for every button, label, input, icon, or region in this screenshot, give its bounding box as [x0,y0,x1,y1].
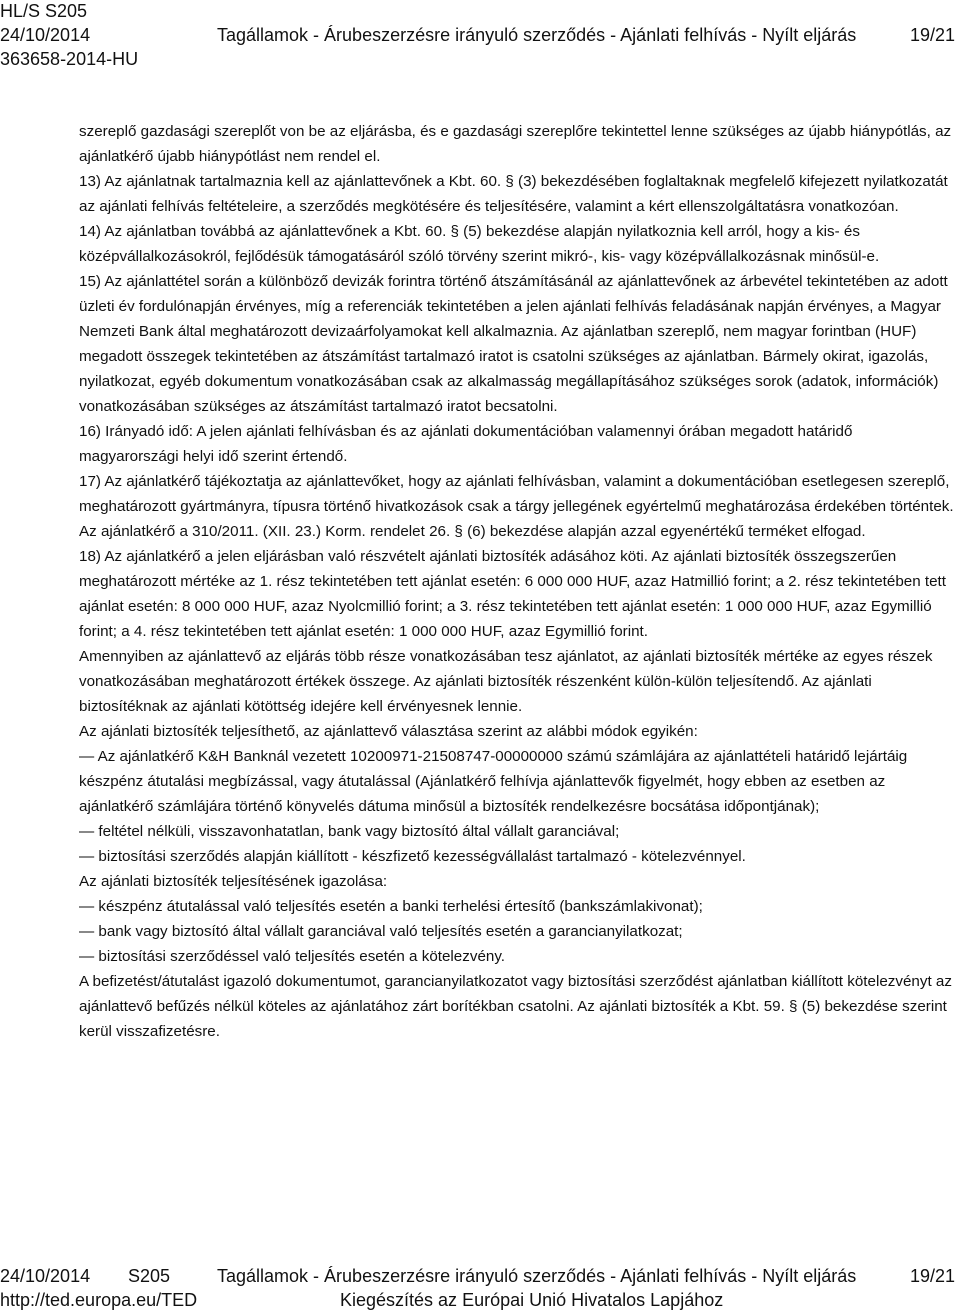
header-doc-id: HL/S S205 [0,1,88,21]
list-item-insurance-bond: — biztosítási szerződés alapján kiállított - készfizető kezességvállalást tartalmazó - kötelezvénnyel. [79,848,746,865]
list-item-proof-guarantee: — bank vagy biztosító által vállalt garanciával való teljesítés esetén a garancianyilatkozat; [79,923,683,940]
list-item-proof-transfer: — készpénz átutalással való teljesítés esetén a banki terhelési értesítő (bankszámlakivonat); [79,898,703,915]
footer-date: 24/10/2014 [0,1266,91,1286]
page-header [0,0,960,76]
paragraph-guarantee-amount: Amennyiben az ajánlattevő az eljárás több része vonatkozásában tesz ajánlatot, az ajánlati biztosíték mértéke az egyes részek vonatkozásában meghatározott értékek összege. Az ajánlati biztosíték részenként külön-külön teljesítendő. Az ajánlati biztosítéknak az ajánlati kötöttség idejére kell érvényesnek lennie. [79,648,933,715]
paragraph-guarantee-methods-intro: Az ajánlati biztosíték teljesíthető, az ajánlattevő választása szerint az alábbi módok egyikén: [79,723,698,740]
paragraph-17: 17) Az ajánlatkérő tájékoztatja az ajánlattevőket, hogy az ajánlati felhívásban, valamint a dokumentációban esetlegesen szereplő, meghatározott gyártmányra, típusra történő hivatkozások csak a tárgy jellegének egyértelmű meghatározása érdekében történtek. Az ajánlatkérő a 310/2011. (XII. 23.) Korm. rendelet 26. § (6) bekezdése alapján azzal egyenértékű terméket elfogad. [79,473,954,540]
header-date: 24/10/2014 [0,25,91,45]
paragraph-18: 18) Az ajánlatkérő a jelen eljárásban való részvételt ajánlati biztosíték adásához köti. Az ajánlati biztosíték összegszerűen meghatározott mértéke az 1. rész tekintetében tett ajánlat esetén: 6 000 000 HUF, azaz Hatmillió forint; a 2. rész tekintetében tett ajánlat esetén: 8 000 000 HUF, azaz Nyolcmillió forint; a 3. rész tekintetében tett ajánlat esetén: 1 000 000 HUF, azaz Egymillió forint; a 4. rész tekintetében tett ajánlat esetén: 1 000 000 HUF, azaz Egymillió forint. [79,548,946,640]
footer-title: Tagállamok - Árubeszerzésre irányuló szerződés - Ajánlati felhívás - Nyílt eljárás [217,1266,857,1286]
header-page-number: 19/21 [909,25,955,45]
footer-code: S205 [128,1266,171,1286]
paragraph-16: 16) Irányadó idő: A jelen ajánlati felhívásban és az ajánlati dokumentációban valamennyi órában megadott határidő magyarországi helyi idő szerint értendő. [79,423,853,465]
header-title: Tagállamok - Árubeszerzésre irányuló szerződés - Ajánlati felhívás - Nyílt eljárás [217,25,857,45]
footer-url: http://ted.europa.eu/TED [0,1290,198,1310]
list-item-bank-transfer: — Az ajánlatkérő K&H Banknál vezetett 10200971-21508747-00000000 számú számlájára az ajánlattételi határidő lejártáig készpénz átutalási megbízással, vagy átutalással (Ajánlatkérő felhívja ajánlattevők figyelmét, hogy ebben az esetben az ajánlatkérő számlájára történő könyvelés dátuma minősül a biztosíték rendelkezésre bocsátása időpontjának); [79,748,908,815]
document-body [79,119,954,1044]
paragraph-continuation: szereplő gazdasági szereplőt von be az eljárásba, és e gazdasági szereplőre tekintettel lenne szükséges az újabb hiánypótlás, az ajánlatkérő újabb hiánypótlást nem rendel el. [79,123,952,165]
footer-subtitle: Kiegészítés az Európai Unió Hivatalos Lapjához [340,1290,724,1310]
list-item-bank-guarantee: — feltétel nélküli, visszavonhatatlan, bank vagy biztosító által vállalt garanciával; [79,823,620,840]
paragraph-14: 14) Az ajánlatban továbbá az ajánlattevőnek a Kbt. 60. § (5) bekezdése alapján nyilatkoznia kell arról, hogy a kis- és középvállalkozásokról, fejlődésük támogatásáról szóló törvény szerint mikró-, kis- vagy középvállalkozásnak minősül-e. [79,223,880,265]
page-footer [0,1265,960,1311]
paragraph-attachment: A befizetést/átutalást igazoló dokumentumot, garancianyilatkozatot vagy biztosítási szerződést ajánlatban kiállított kötelezvényt az ajánlattevő befűzés nélkül köteles az ajánlatához zárt borítékban csatolni. Az ajánlati biztosíték a Kbt. 59. § (5) bekezdése szerint kerül visszafizetésre. [79,973,952,1040]
header-notice-number: 363658-2014-HU [0,49,139,69]
footer-page-number: 19/21 [909,1266,955,1286]
paragraph-proof-intro: Az ajánlati biztosíték teljesítésének igazolása: [79,873,388,890]
paragraph-13: 13) Az ajánlatnak tartalmaznia kell az ajánlattevőnek a Kbt. 60. § (3) bekezdésében foglaltaknak megfelelő kifejezett nyilatkozatát az ajánlati felhívás feltételeire, a szerződés megkötésére és teljesítésére, valamint a kért ellenszolgáltatásra vonatkozóan. [79,173,948,215]
paragraph-15: 15) Az ajánlattétel során a különböző devizák forintra történő átszámításánál az ajánlattevőnek az árbevétel tekintetében az adott üzleti év fordulónapján érvényes, míg a referenciák tekintetében a jelen ajánlati felhívás feladásának napján érvényes, a Magyar Nemzeti Bank által meghatározott devizaárfolyamokat kell alkalmaznia. Az ajánlatban szereplő, nem magyar forintban (HUF) megadott összegek tekintetében az átszámítást tartalmazó iratot is csatolni szükséges az ajánlatban. Bármely okirat, igazolás, nyilatkozat, egyéb dokumentum vonatkozásában csak az alkalmasság megállapításához szükséges sorok (adatok, információk) vonatkozásában szükséges az átszámítást tartalmazó iratot becsatolni. [79,273,948,415]
list-item-proof-insurance: — biztosítási szerződéssel való teljesítés esetén a kötelezvény. [79,948,506,965]
